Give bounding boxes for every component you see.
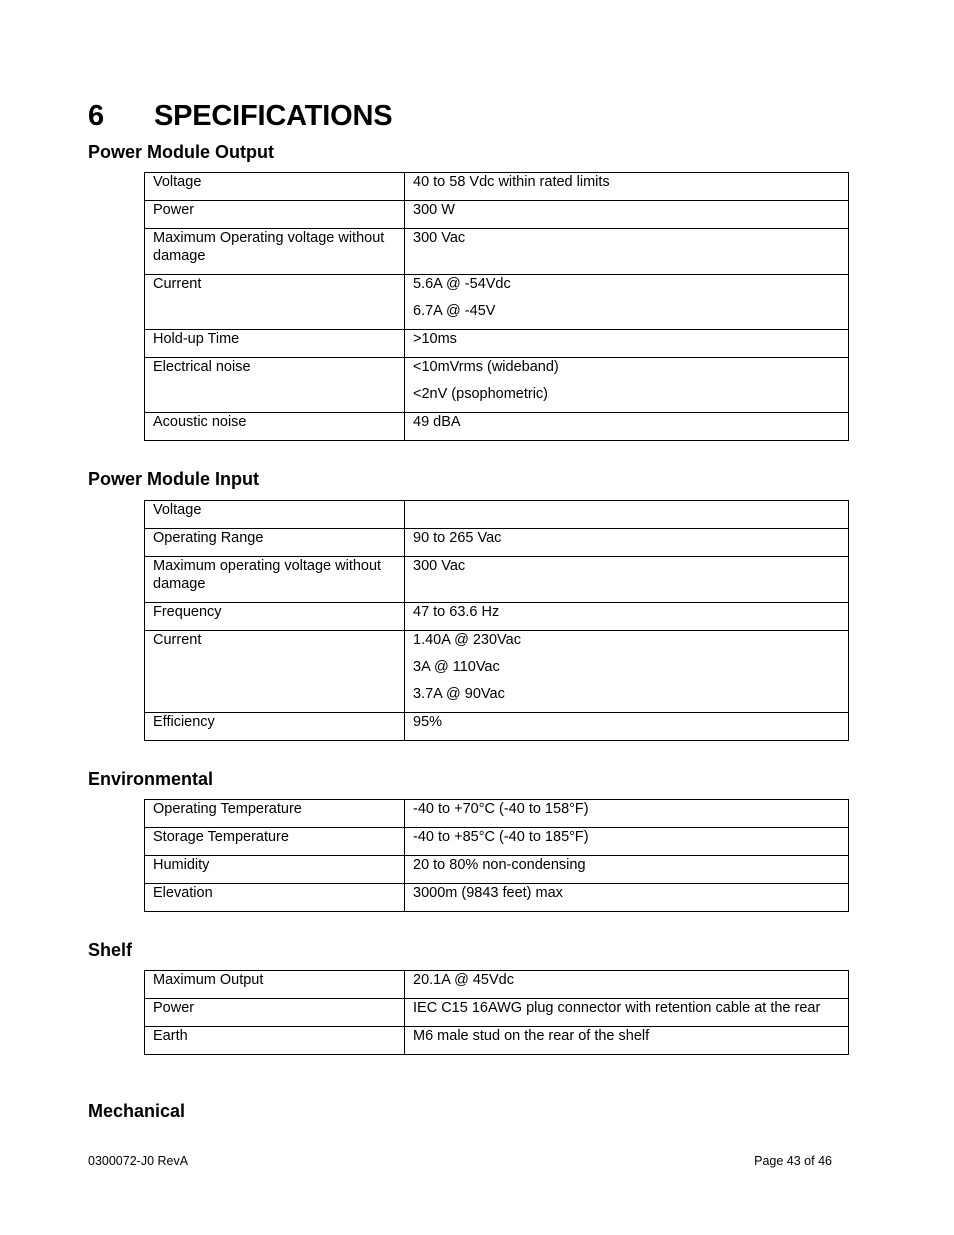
spec-value-cell: [405, 856, 849, 884]
spec-label-cell: [145, 800, 405, 828]
spec-label-cell: [145, 201, 405, 229]
spec-value-text: 5.6A @ -54Vdc: [413, 276, 511, 292]
chapter-number: 6: [88, 100, 104, 132]
spec-label-text: Efficiency: [153, 714, 215, 730]
table-row: [145, 884, 849, 912]
spec-label-cell: [145, 358, 405, 413]
section-title-shelf: Shelf: [88, 940, 133, 960]
spec-label-text: Operating Range: [153, 530, 264, 546]
spec-label-cell: [145, 713, 405, 741]
spec-table-power-module-input: [144, 500, 849, 741]
spec-table-environmental: [144, 799, 849, 912]
spec-table-power-module-output: [144, 172, 849, 441]
table-row: [145, 856, 849, 884]
table-row: [145, 229, 849, 275]
spec-label-cell: [145, 529, 405, 557]
spec-value-cell: [405, 1027, 849, 1055]
chapter-heading: [88, 96, 392, 136]
spec-value-text: -40 to +70°C (-40 to 158°F): [413, 801, 589, 817]
spec-value-text: 1.40A @ 230Vac: [413, 632, 521, 648]
spec-label-cell: [145, 971, 405, 999]
spec-value-text: [413, 501, 840, 519]
table-row: [145, 999, 849, 1027]
table-row: [145, 971, 849, 999]
table-row: [145, 529, 849, 557]
spec-label-cell: [145, 603, 405, 631]
section-title-power-module-input: Power Module Input: [88, 469, 259, 489]
spec-value-cell: [405, 413, 849, 441]
spec-label-cell: [145, 501, 405, 529]
spec-value-text: 3.7A @ 90Vac: [413, 686, 505, 702]
spec-label-cell: [145, 413, 405, 441]
section-title-mechanical: Mechanical: [88, 1101, 186, 1121]
spec-label-text: Voltage: [153, 502, 202, 518]
spec-value-cell: [405, 800, 849, 828]
spec-value-text: 47 to 63.6 Hz: [413, 604, 500, 620]
spec-label-text: Maximum operating voltage without damage: [153, 558, 382, 592]
spec-label-text: Current: [153, 276, 202, 292]
table-row: [145, 501, 849, 529]
spec-value-text: 300 Vac: [413, 230, 466, 246]
spec-value-cell: [405, 971, 849, 999]
spec-label-text: Power: [153, 202, 195, 218]
table-row: [145, 631, 849, 713]
chapter-title: SPECIFICATIONS: [154, 100, 393, 132]
spec-label-cell: [145, 173, 405, 201]
table-row: [145, 800, 849, 828]
table-row: [145, 557, 849, 603]
spec-label-cell: [145, 631, 405, 713]
spec-value-text: 3000m (9843 feet) max: [413, 885, 563, 901]
footer-document-id: 0300072-J0 RevA: [88, 1154, 189, 1168]
spec-label-cell: [145, 275, 405, 330]
spec-value-text: 49 dBA: [413, 414, 461, 430]
table-row: [145, 173, 849, 201]
table-row: [145, 828, 849, 856]
spec-label-text: Voltage: [153, 174, 202, 190]
spec-label-cell: [145, 1027, 405, 1055]
spec-value-text: -40 to +85°C (-40 to 185°F): [413, 829, 589, 845]
table-row: [145, 275, 849, 330]
spec-value-cell: [405, 330, 849, 358]
spec-label-text: Current: [153, 632, 202, 648]
spec-value-text: 40 to 58 Vdc within rated limits: [413, 174, 610, 190]
spec-table-shelf: [144, 970, 849, 1055]
spec-value-text: IEC C15 16AWG plug connector with retention cable at the rear: [413, 1000, 821, 1016]
spec-label-cell: [145, 999, 405, 1027]
spec-label-text: Power: [153, 1000, 195, 1016]
spec-value-text: 300 W: [413, 202, 455, 218]
table-row: [145, 358, 849, 413]
table-row: [145, 201, 849, 229]
spec-value-cell: [405, 358, 849, 413]
spec-label-cell: [145, 828, 405, 856]
spec-label-text: Frequency: [153, 604, 222, 620]
spec-label-text: Acoustic noise: [153, 414, 247, 430]
footer-page-number: Page 43 of 46: [754, 1154, 832, 1168]
spec-label-text: Humidity: [153, 857, 210, 873]
spec-value-cell: [405, 275, 849, 330]
spec-value-cell: [405, 229, 849, 275]
table-row: [145, 330, 849, 358]
spec-label-cell: [145, 884, 405, 912]
spec-label-cell: [145, 856, 405, 884]
spec-label-text: Elevation: [153, 885, 213, 901]
spec-value-text: 6.7A @ -45V: [413, 303, 496, 319]
spec-value-cell: [405, 713, 849, 741]
spec-label-text: Maximum Operating voltage without damage: [153, 230, 385, 264]
spec-value-text: 90 to 265 Vac: [413, 530, 502, 546]
spec-label-text: Earth: [153, 1028, 188, 1044]
section-title-power-module-output: Power Module Output: [88, 142, 274, 162]
table-row: [145, 413, 849, 441]
spec-value-cell: [405, 603, 849, 631]
spec-value-text: 300 Vac: [413, 558, 466, 574]
spec-value-cell: [405, 173, 849, 201]
spec-value-cell: [405, 201, 849, 229]
spec-label-text: Operating Temperature: [153, 801, 302, 817]
spec-value-cell: [405, 999, 849, 1027]
spec-value-cell: [405, 828, 849, 856]
spec-value-text: 20.1A @ 45Vdc: [413, 972, 514, 988]
table-row: [145, 603, 849, 631]
spec-value-text: 95%: [413, 714, 443, 730]
spec-label-text: Maximum Output: [153, 972, 264, 988]
spec-value-cell: [405, 884, 849, 912]
spec-label-cell: [145, 330, 405, 358]
spec-label-text: Electrical noise: [153, 359, 251, 375]
spec-value-cell: [405, 501, 849, 529]
table-row: [145, 1027, 849, 1055]
section-title-environmental: Environmental: [88, 769, 214, 789]
spec-label-text: Storage Temperature: [153, 829, 289, 845]
spec-label-text: Hold-up Time: [153, 331, 240, 347]
table-row: [145, 713, 849, 741]
spec-value-text: >10ms: [413, 331, 457, 347]
spec-value-text: M6 male stud on the rear of the shelf: [413, 1028, 650, 1044]
spec-value-text: 20 to 80% non-condensing: [413, 857, 586, 873]
spec-value-cell: [405, 631, 849, 713]
spec-value-cell: [405, 529, 849, 557]
spec-value-text: 3A @ 110Vac: [413, 659, 500, 675]
spec-value-cell: [405, 557, 849, 603]
spec-value-text: <2nV (psophometric): [413, 386, 548, 402]
spec-value-text: <10mVrms (wideband): [413, 359, 559, 375]
spec-label-cell: [145, 229, 405, 275]
spec-label-cell: [145, 557, 405, 603]
